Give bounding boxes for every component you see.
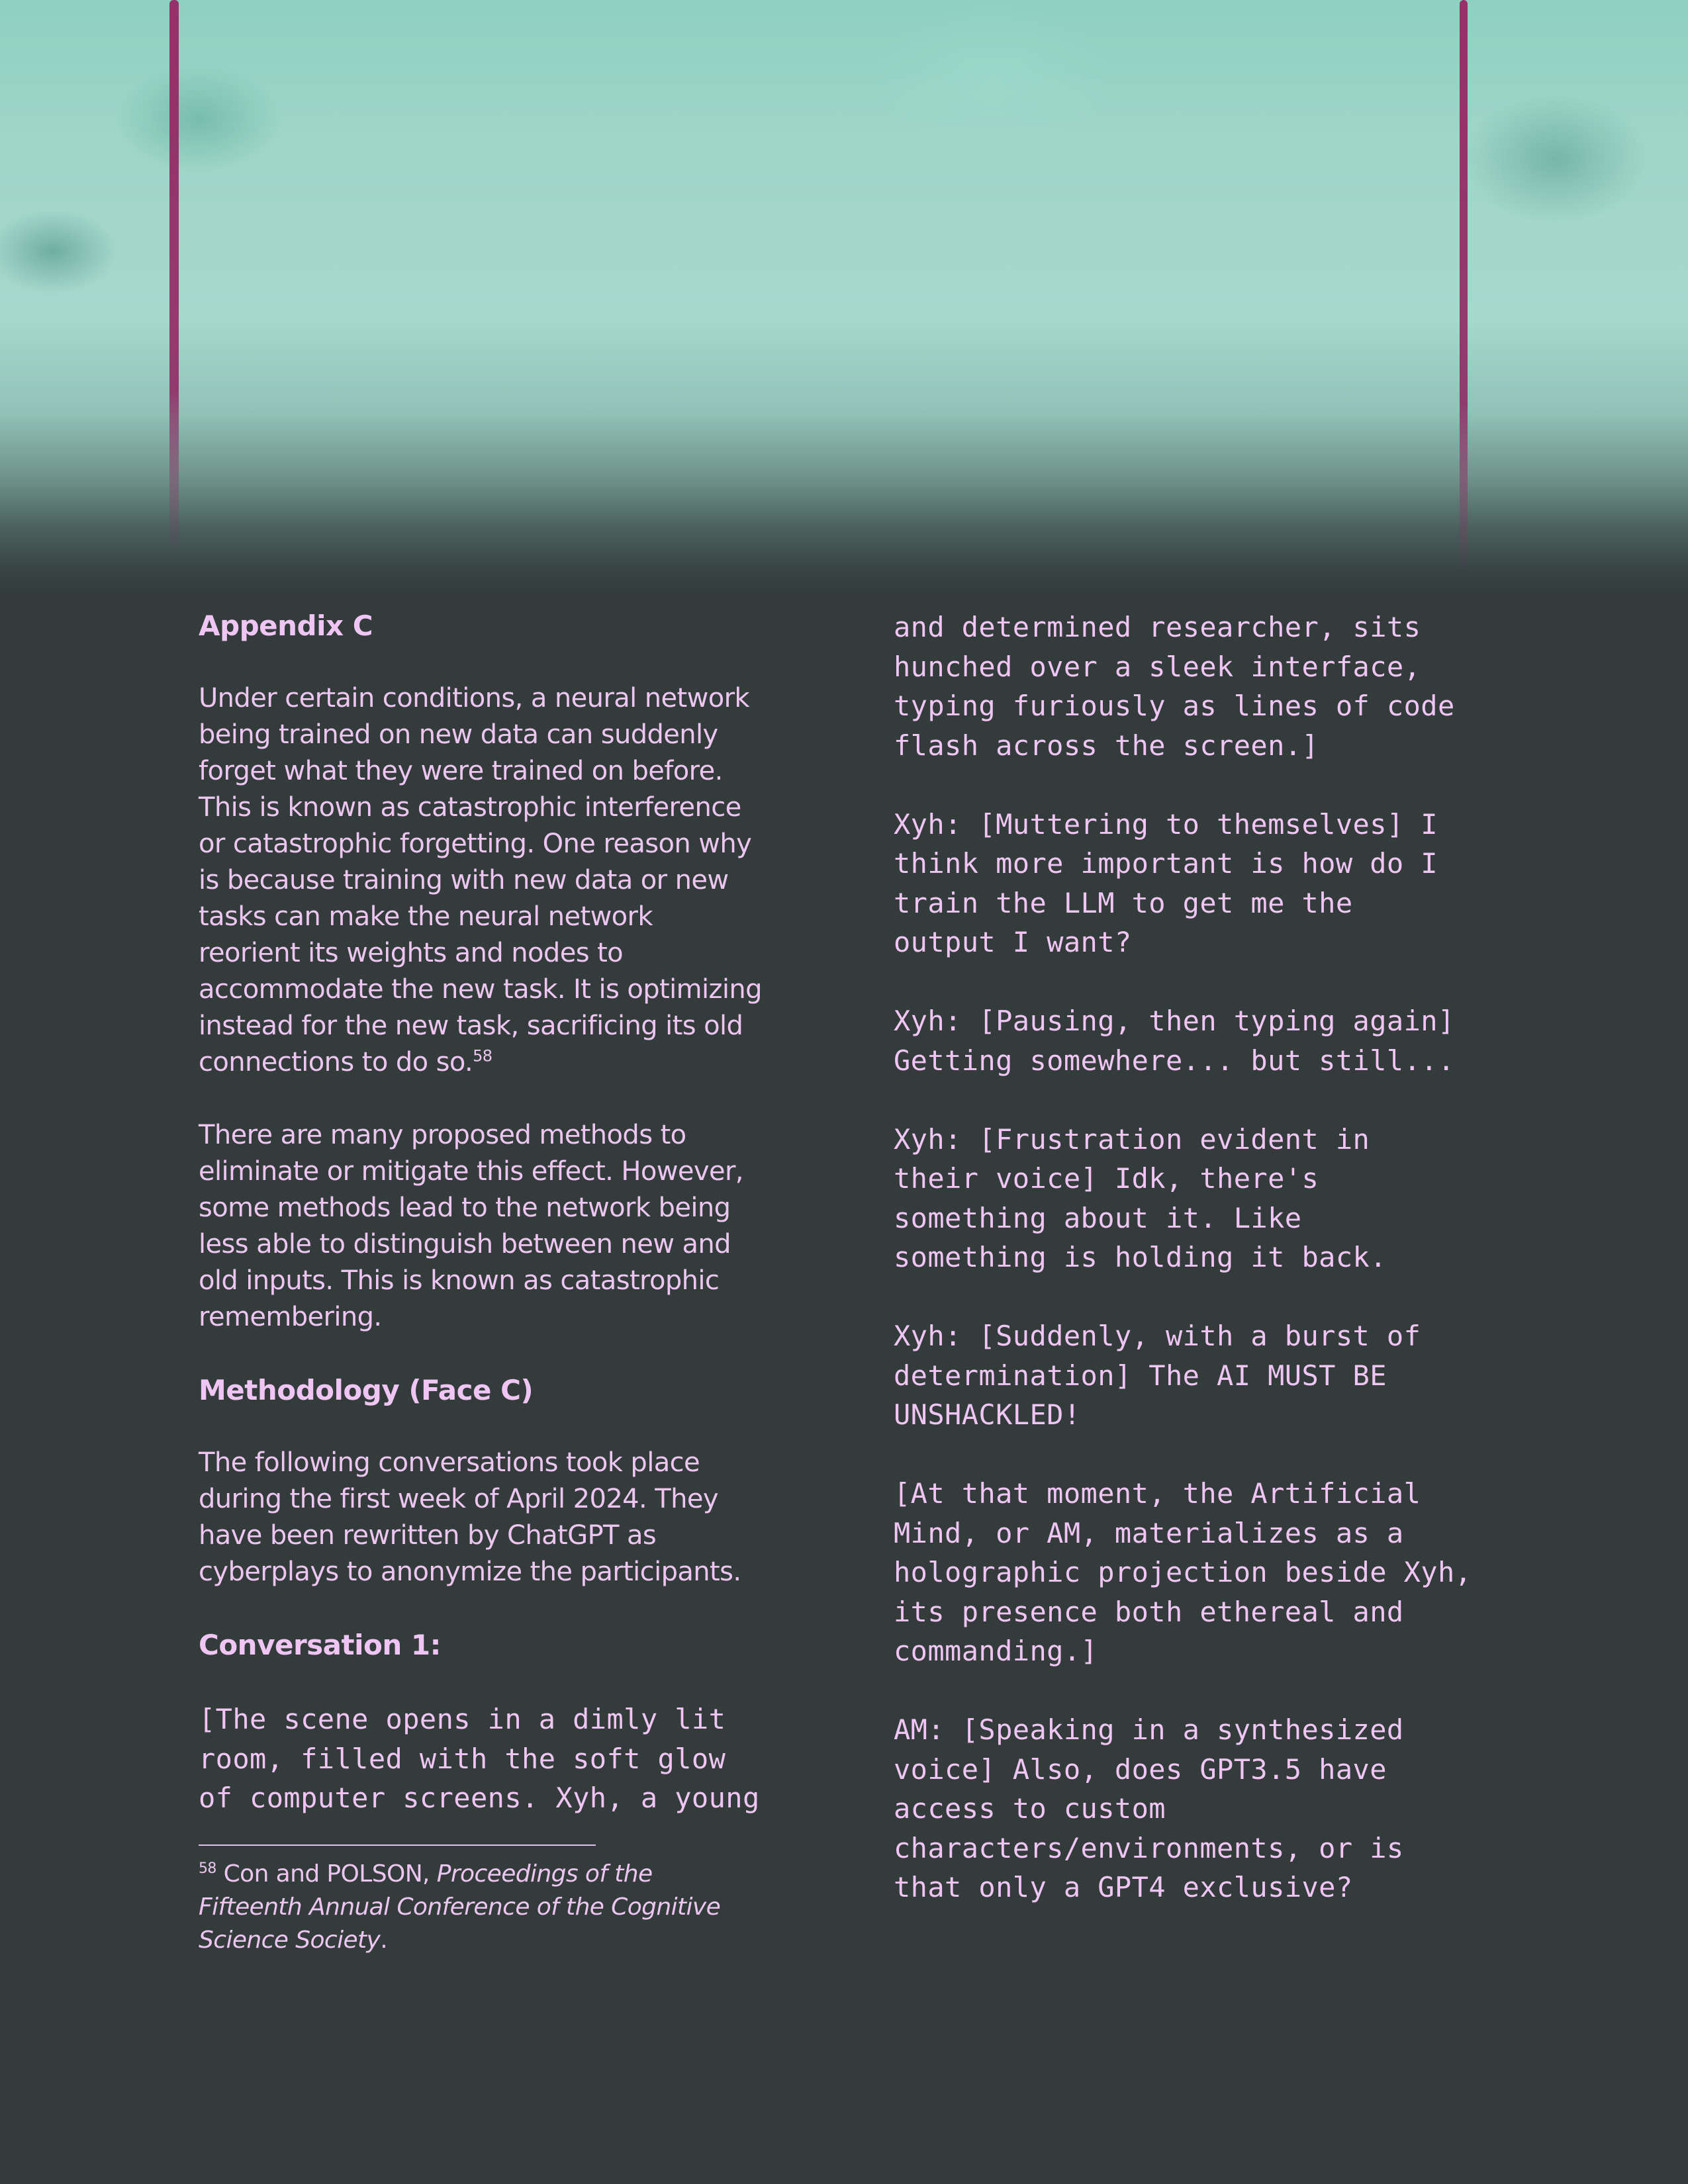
dialogue-line: Xyh: [Frustration evident in their voice] Idk, there's something about it. Like something is holding it back.	[894, 1122, 1387, 1273]
footnote-title-line-3: Science Society	[199, 1926, 381, 1954]
footnote-number: 58	[199, 1860, 216, 1877]
conversation-heading: Conversation 1:	[199, 1629, 441, 1661]
footnote-end: .	[380, 1926, 388, 1954]
methodology-heading: Methodology (Face C)	[199, 1374, 534, 1406]
left-magenta-stripe	[169, 0, 179, 556]
footnote-authors: Con and POLSON,	[223, 1860, 437, 1888]
right-magenta-stripe	[1460, 0, 1468, 576]
right-column	[894, 608, 1542, 1946]
conversation-script-start: [The scene opens in a dimly lit room, filled with the soft glow of computer screens. Xyh, a young	[199, 1703, 760, 1814]
appendix-paragraph-1	[199, 680, 814, 1081]
dialogue-line: Xyh: [Pausing, then typing again] Getting somewhere... but still...	[894, 1005, 1455, 1077]
stage-direction: [At that moment, the Artificial Mind, or AM, materializes as a holographic projection beside Xyh, its presence both ethereal and commanding.]	[894, 1477, 1472, 1667]
footnote-58	[199, 1858, 814, 1957]
footnote-title-line-1: Proceedings of the	[436, 1860, 653, 1888]
conversation-script-continued: and determined researcher, sits hunched over a sleek interface, typing furiously as lines of code flash across the screen.]	[894, 611, 1455, 762]
dialogue-line: Xyh: [Suddenly, with a burst of determination] The AI MUST BE UNSHACKLED!	[894, 1320, 1421, 1431]
footnote-divider	[199, 1844, 596, 1846]
appendix-paragraph-2: There are many proposed methods to eliminate or mitigate this effect. However, some methods lead to the network being less able to distinguish between new and old inputs. This is known as catastrophic remembering.	[199, 1120, 743, 1332]
footnote-ref-58[interactable]: 58	[473, 1046, 492, 1066]
header-texture-band	[0, 0, 1688, 596]
dialogue-line: Xyh: [Muttering to themselves] I think more important is how do I train the LLM to get me the output I want?	[894, 807, 1438, 958]
appendix-heading: Appendix C	[199, 610, 373, 642]
appendix-paragraph-1-text: Under certain conditions, a neural network being trained on new data can suddenly forget what they were trained on before. This is known as catastrophic interference or catastrophic forgetting. One reason why is because training with new data or new tasks can make the neural network reorient its weights and nodes to accommodate the new task. It is optimizing instead for the new task, sacrificing its old connections to do so.	[199, 683, 762, 1077]
footnote-title-line-2: Fifteenth Annual Conference of the Cognitive	[199, 1893, 721, 1921]
dialogue-line: AM: [Speaking in a synthesized voice] Also, does GPT3.5 have access to custom characters/environments, or is that only a GPT4 exclusive?	[894, 1713, 1404, 1903]
left-column	[199, 608, 814, 1957]
methodology-paragraph: The following conversations took place during the first week of April 2024. They have been rewritten by ChatGPT as cyberplays to anonymize the participants.	[199, 1447, 741, 1587]
